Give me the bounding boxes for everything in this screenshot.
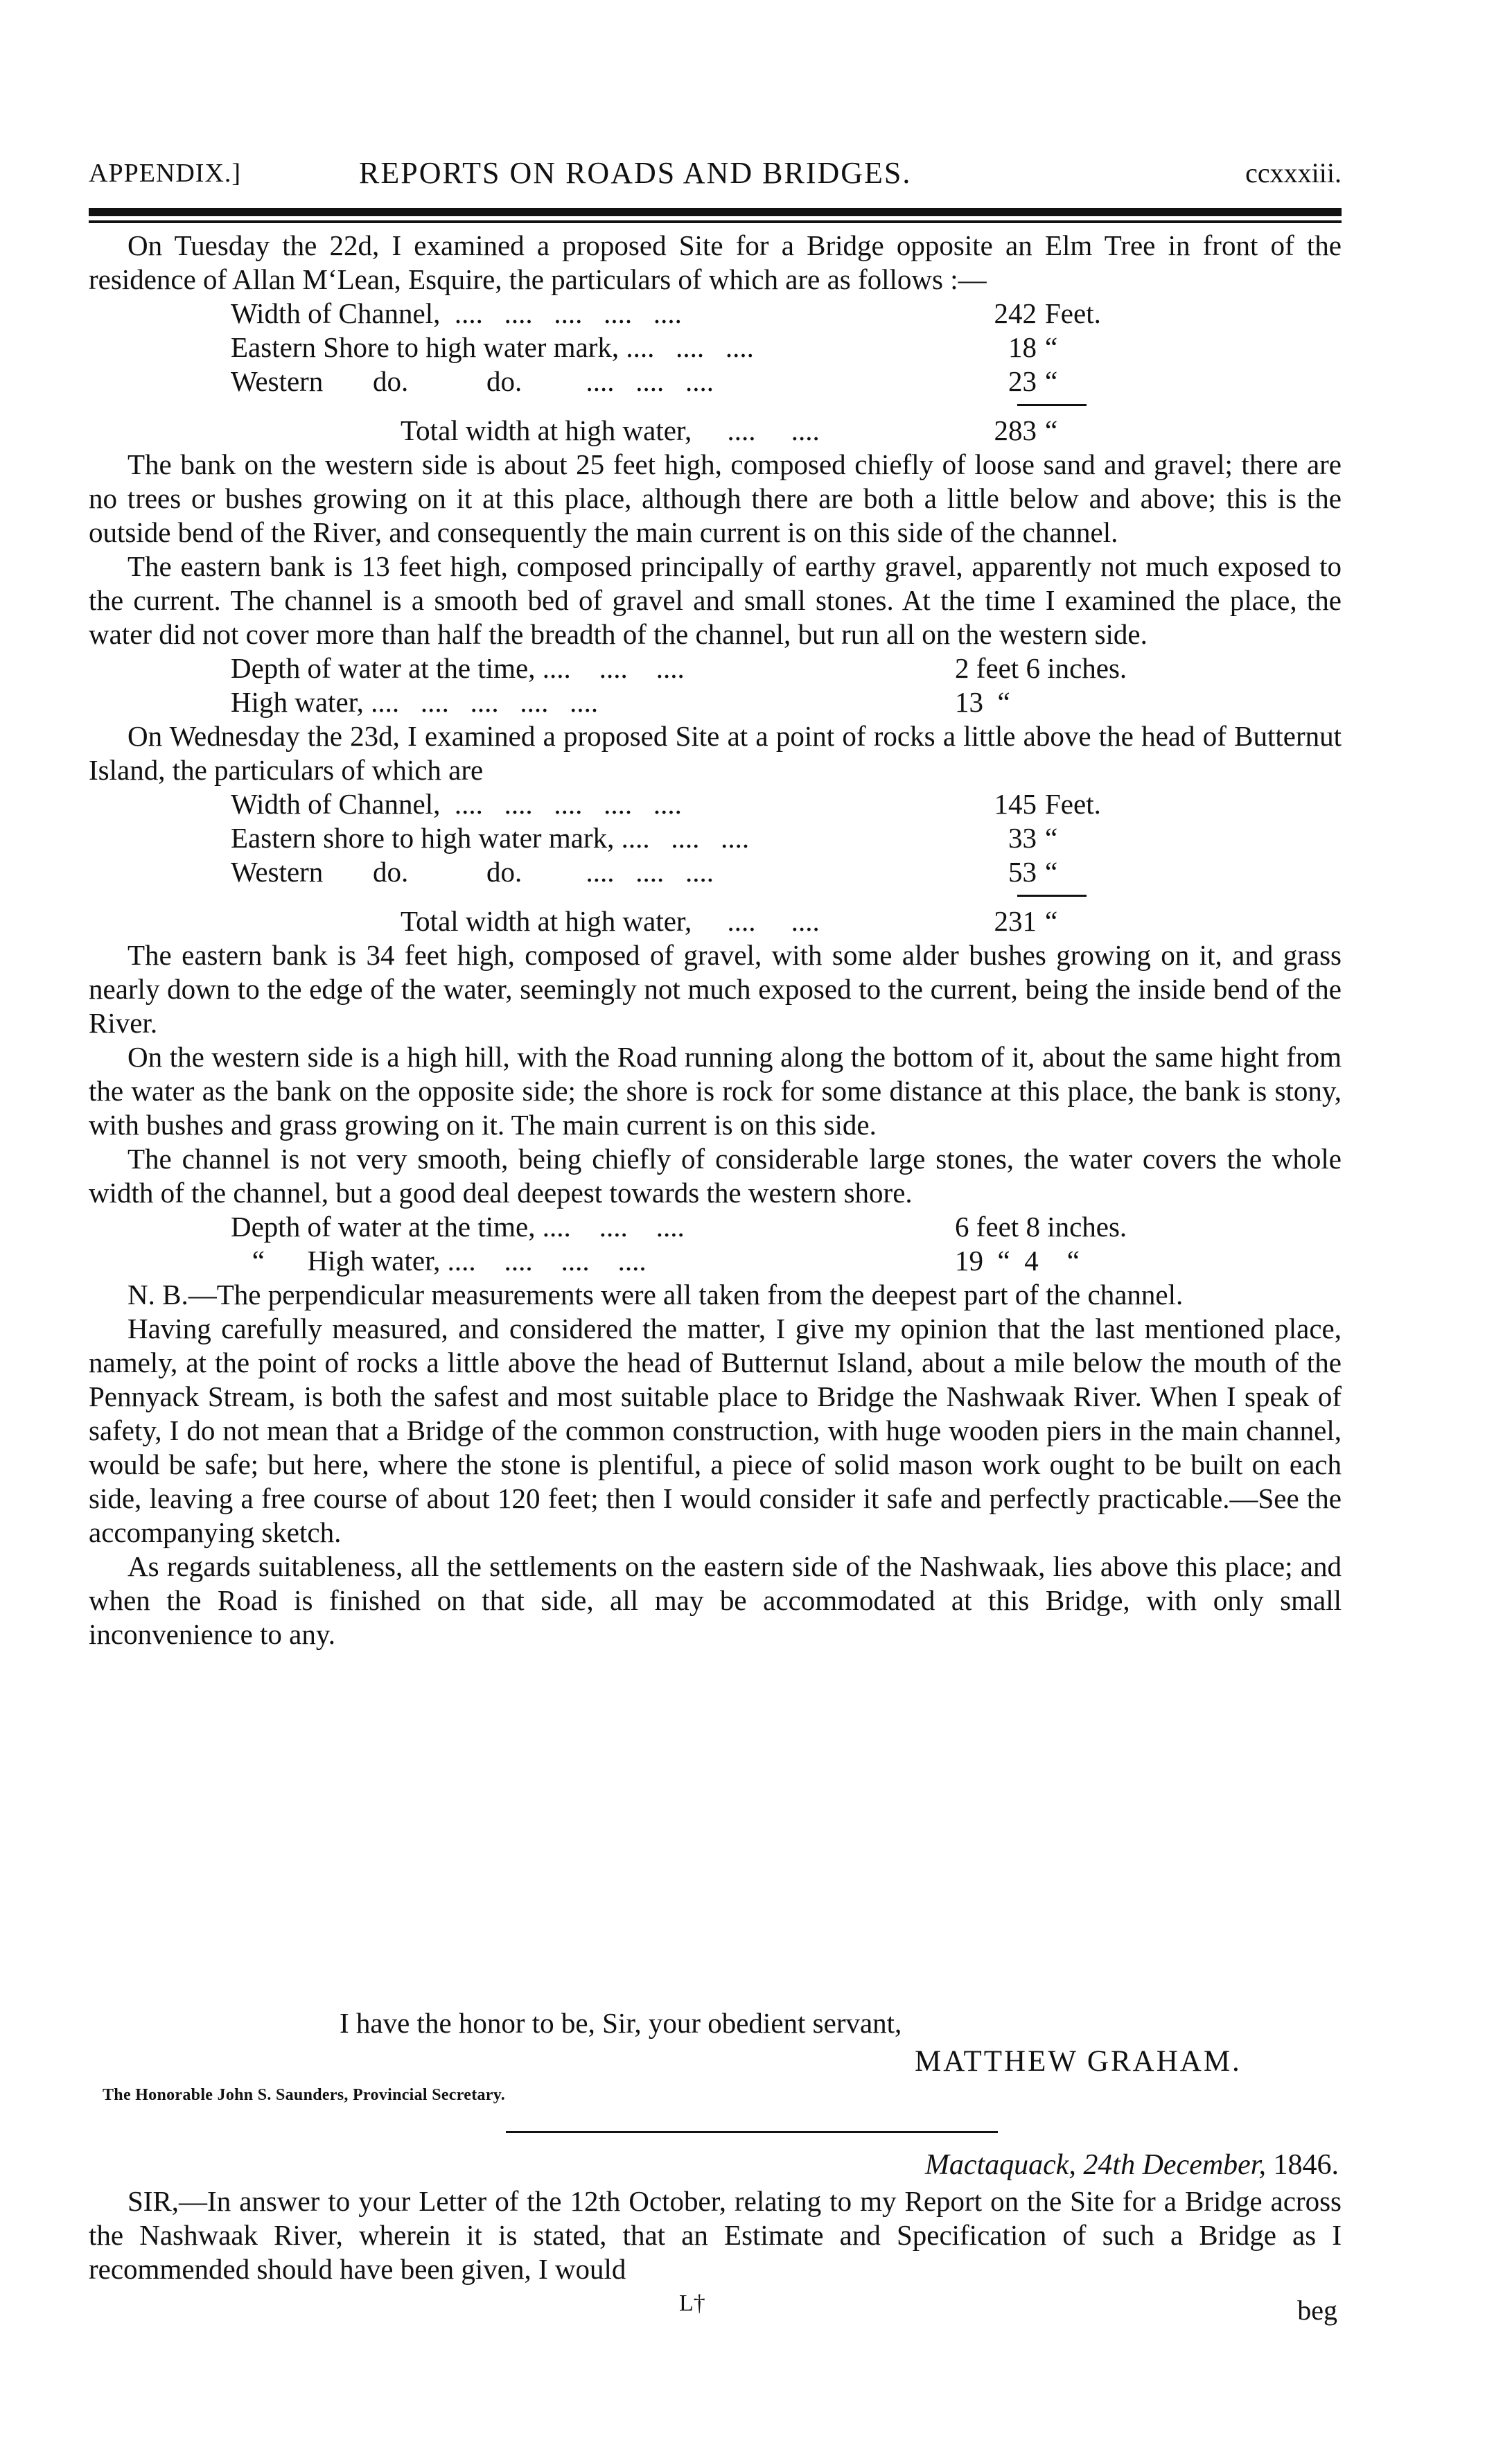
report-body	[89, 229, 1342, 1651]
measure-label: Western do. do. .... .... ....	[231, 365, 714, 397]
depth-label: “ High water, .... .... .... ....	[231, 1245, 647, 1277]
header-rule-thin	[89, 220, 1342, 223]
measure-label: Eastern Shore to high water mark, .... .... ....	[231, 331, 754, 363]
sum-rule-row	[89, 398, 1342, 414]
measure-unit: “	[1045, 822, 1058, 854]
measure-unit: Feet.	[1045, 788, 1101, 820]
measure-unit: “	[1045, 365, 1058, 397]
paragraph: The bank on the western side is about 25 feet high, composed chiefly of loose sand and gravel; there are no trees or bushes growing on it at this place, although there are both a little below and above; this is the outside bend of the River, and consequently the main current is on this side of the channel.	[89, 448, 1342, 548]
depth-row	[89, 1244, 1342, 1278]
paragraph: N. B.—The perpendicular measurements were all taken from the deepest part of the channel.	[128, 1279, 1184, 1311]
addressee: The Honorable John S. Saunders, Provincial Secretary.	[103, 2086, 506, 2104]
total-row	[89, 904, 1342, 938]
depth-label: High water, .... .... .... .... ....	[231, 686, 599, 718]
measure-label: Eastern shore to high water mark, .... .... ....	[231, 822, 750, 854]
measure-value: 33	[1008, 822, 1037, 854]
total-value: 231	[994, 905, 1037, 937]
sum-rule	[1017, 895, 1087, 897]
depth-label: Depth of water at the time, .... .... ....	[231, 652, 685, 684]
paragraph: SIR,—In answer to your Letter of the 12th October, relating to my Report on the Site for a Bridge across the Nashwaak River, wherein it is stated, that an Estimate and Specification of such a Bridge as I recommended should have been given, I would	[89, 2185, 1342, 2285]
dateline-place-date: Mactaquack, 24th December,	[924, 2149, 1266, 2181]
measure-unit: “	[1045, 856, 1058, 888]
measure-unit: Feet.	[1045, 297, 1101, 329]
paragraph: The eastern bank is 34 feet high, composed of gravel, with some alder bushes growing on it, and grass nearly down to the edge of the water, seemingly not much exposed to the current, being the inside bend of the River.	[89, 939, 1342, 1039]
measure-row	[89, 365, 1342, 398]
total-label: Total width at high water, .... ....	[401, 414, 820, 446]
paragraph: On Tuesday the 22d, I examined a proposed Site for a Bridge opposite an Elm Tree in front of the residence of Allan M‘Lean, Esquire, the particulars of which are as follows :—	[89, 229, 1342, 295]
header-section: APPENDIX.]	[89, 159, 242, 188]
measure-row	[89, 855, 1342, 889]
measure-label: Width of Channel, .... .... .... .... ....	[231, 788, 682, 820]
total-row	[89, 414, 1342, 448]
depth-label: Depth of water at the time, .... .... ....	[231, 1211, 685, 1243]
depth-row	[89, 685, 1342, 719]
paragraph: The eastern bank is 13 feet high, composed principally of earthy gravel, apparently not much exposed to the current. The channel is a smooth bed of gravel and small stones. At the time I examined the place, the water did not cover more than half the breadth of the channel, but run all on the western side.	[89, 550, 1342, 650]
paragraph: As regards suitableness, all the settlements on the eastern side of the Nashwaak, lies above this place; and when the Road is finished on that side, all may be accommodated at this Bridge, with only small inconvenience to any.	[89, 1550, 1342, 1650]
total-value: 283	[994, 414, 1037, 446]
measure-label: Width of Channel, .... .... .... .... ....	[231, 297, 682, 329]
depth-value: 6 feet 8 inches.	[955, 1211, 1127, 1243]
depth-row	[89, 651, 1342, 685]
measure-value: 145	[994, 788, 1037, 820]
depth-value: 2 feet 6 inches.	[955, 652, 1127, 684]
measure-row	[89, 331, 1342, 365]
paragraph: On Wednesday the 23d, I examined a proposed Site at a point of rocks a little above the head of Butternut Island, the particulars of which are	[89, 720, 1342, 786]
measure-value: 18	[1008, 331, 1037, 363]
section-separator	[506, 2131, 998, 2133]
depth-value: 19 “ 4 “	[955, 1245, 1080, 1277]
sum-rule-row	[89, 889, 1342, 904]
paragraph: Having carefully measured, and considered the matter, I give my opinion that the last mentioned place, namely, at the point of rocks a little above the head of Butternut Island, about a mile below the mouth of the Pennyack Stream, is both the safest and most suitable place to Bridge the Nashwaak River. When I speak of safety, I do not mean that a Bridge of the common construction, with huge wooden piers in the main channel, would be safe; but here, where the stone is plentiful, a piece of solid mason work ought to be built on each side, leaving a free course of about 120 feet; then I would consider it safe and perfectly practicable.—See the accompanying sketch.	[89, 1313, 1342, 1548]
depth-row	[89, 1210, 1342, 1244]
paragraph: On the western side is a high hill, with the Road running along the bottom of it, about the same hight from the water as the bank on the opposite side; the shore is rock for some distance at this place, the bank is stony, with bushes and grass growing on it. The main current is on this side.	[89, 1041, 1342, 1141]
measure-label: Western do. do. .... .... ....	[231, 856, 714, 888]
paragraph: The channel is not very smooth, being chiefly of considerable large stones, the water covers the whole width of the channel, but a good deal deepest towards the western shore.	[89, 1143, 1342, 1209]
complimentary-close: I have the honor to be, Sir, your obedient servant,	[340, 2007, 902, 2039]
measure-value: 242	[994, 297, 1037, 329]
measure-row	[89, 297, 1342, 331]
signature-mark: L†	[679, 2290, 705, 2316]
letter-body	[89, 2184, 1342, 2286]
measure-unit: “	[1045, 331, 1058, 363]
total-label: Total width at high water, .... ....	[401, 905, 820, 937]
header-title: REPORTS ON ROADS AND BRIDGES.	[359, 156, 912, 190]
measure-value: 23	[1008, 365, 1037, 397]
depth-value: 13 “	[955, 686, 1010, 718]
dateline-year: 1846.	[1273, 2149, 1339, 2181]
dateline	[925, 2148, 1339, 2182]
catchword: beg	[1297, 2295, 1337, 2326]
header-page-number: ccxxxiii.	[1245, 157, 1342, 189]
measure-value: 53	[1008, 856, 1037, 888]
measure-row	[89, 821, 1342, 855]
sum-rule	[1017, 404, 1087, 406]
header-rule-thick	[89, 208, 1342, 216]
signature: MATTHEW GRAHAM.	[915, 2045, 1242, 2078]
measure-row	[89, 787, 1342, 821]
total-unit: “	[1045, 905, 1058, 937]
total-unit: “	[1045, 414, 1058, 446]
running-header	[89, 151, 1342, 200]
